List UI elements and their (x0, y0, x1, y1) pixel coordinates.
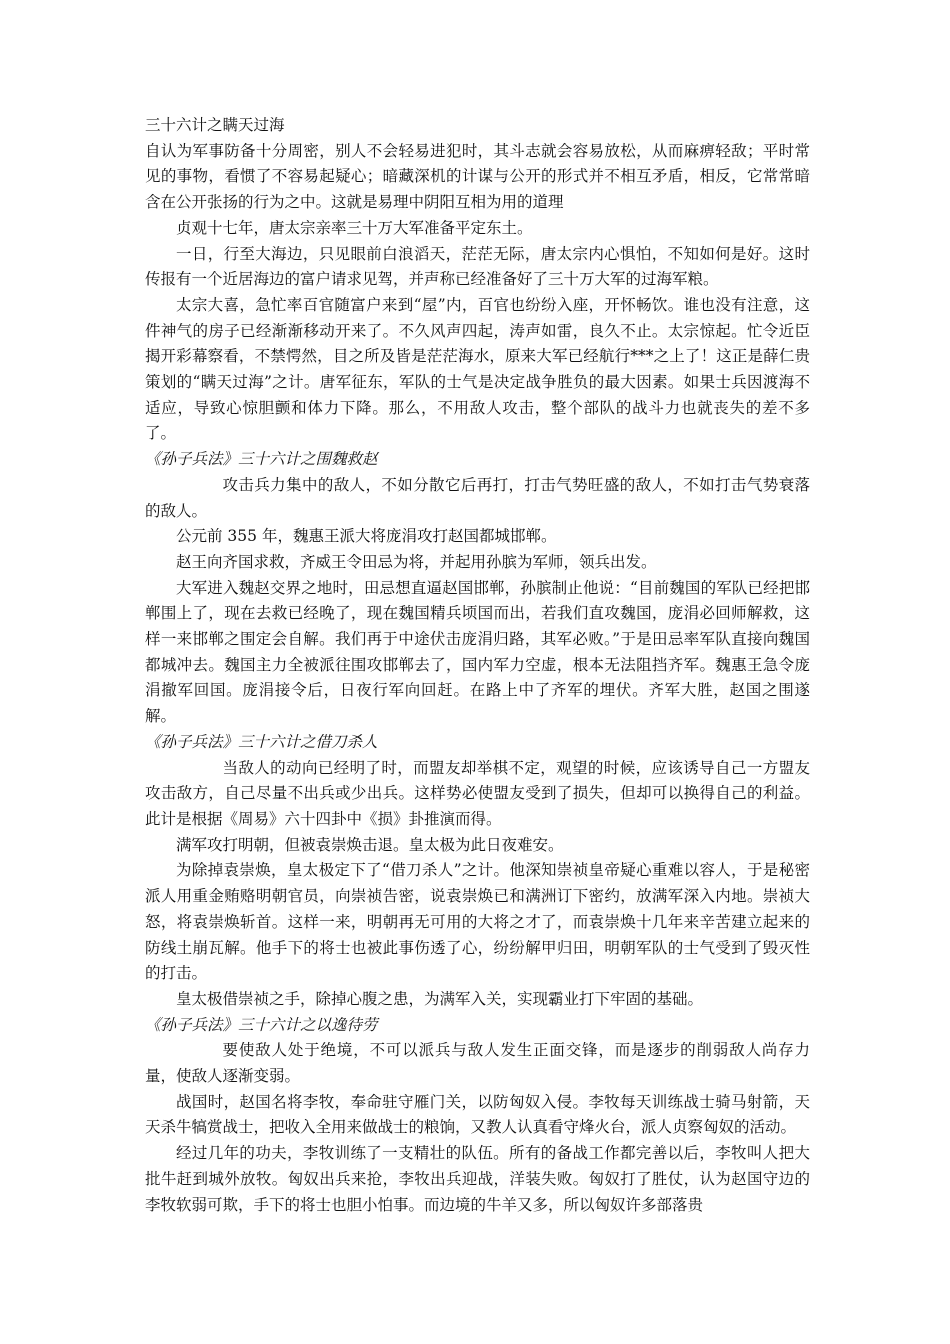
section-heading-1: 三十六计之瞒天过海 (145, 116, 285, 134)
paragraph: 要使敌人处于绝境，不可以派兵与敌人发生正面交锋，而是逐步的削弱敌人尚存力量，使敌人逐渐变弱。 (145, 1041, 810, 1086)
paragraph: 贞观十七年，唐太宗亲率三十万大军准备平定东土。 (176, 218, 533, 237)
section-heading-3: 《孙子兵法》三十六计之借刀杀人 (145, 732, 378, 751)
paragraph: 公元前 355 年，魏惠王派大将庞涓攻打赵国都城邯郸。 (176, 527, 557, 546)
paragraph: 皇太极借崇祯之手，除掉心腹之患，为满军入关，实现霸业打下牢固的基础。 (176, 989, 704, 1008)
paragraph: 经过几年的功夫，李牧训练了一支精壮的队伍。所有的备战工作都完善以后，李牧叫人把大批牛赶到城外放牧。匈奴出兵来抢，李牧出兵迎战，洋装失败。匈奴打了胜仗，认为赵国守边的李牧软弱可欺，手下的将士也胆小怕事。而边境的牛羊又多，所以匈奴许多部落贵 (145, 1144, 810, 1214)
paragraph: 当敌人的动向已经明了时，而盟友却举棋不定，观望的时候，应该诱导自己一方盟友攻击敌方，自己尽量不出兵或少出兵。这样势必使盟友受到了损失，但却可以换得自己的利益。此计是根据《周易》六十四卦中《损》卦推演而得。 (145, 758, 810, 828)
paragraph: 满军攻打明朝，但被袁崇焕击退。皇太极为此日夜难安。 (176, 835, 564, 854)
section-heading-2: 《孙子兵法》三十六计之围魏救赵 (145, 450, 378, 469)
section-heading-4: 《孙子兵法》三十六计之以逸待劳 (145, 1015, 378, 1034)
document-page (145, 113, 810, 1218)
paragraph: 为除掉袁崇焕，皇太极定下了“借刀杀人”之计。他深知崇祯皇帝疑心重难以容人，于是秘密派人用重金贿赂明朝官员，向崇祯告密，说袁崇焕已和满洲订下密约，放满军深入内地。崇祯大怒，将袁崇焕斩首。这样一来，明朝再无可用的大将之才了，而袁崇焕十几年来辛苦建立起来的防线土崩瓦解。他手下的将士也被此事伤透了心，纷纷解甲归田，明朝军队的士气受到了毁灭性的打击。 (145, 861, 810, 983)
paragraph: 太宗大喜，急忙率百官随富户来到“屋”内，百官也纷纷入座，开怀畅饮。谁也没有注意，这件神气的房子已经渐渐移动开来了。不久风声四起，涛声如雷，良久不止。太宗惊起。忙令近臣揭开彩幕察看，不禁愕然，目之所及皆是茫茫海水，原来大军已经航行***之上了！这正是薛仁贵策划的“瞒天过海”之计。唐军征东，军队的士气是决定战争胜负的最大因素。如果士兵因渡海不适应，导致心惊胆颤和体力下降。那么，不用敌人攻击，整个部队的战斗力也就丧失的差不多了。 (145, 295, 810, 443)
paragraph: 攻击兵力集中的敌人，不如分散它后再打，打击气势旺盛的敌人，不如打击气势衰落的敌人。 (145, 475, 810, 520)
paragraph: 一日，行至大海边，只见眼前白浪滔天，茫茫无际，唐太宗内心惧怕，不知如何是好。这时传报有一个近居海边的富户请求见驾，并声称已经准备好了三十万大军的过海军粮。 (145, 244, 810, 289)
paragraph: 大军进入魏赵交界之地时，田忌想直逼赵国邯郸，孙膑制止他说：“目前魏国的军队已经把邯郸围上了，现在去救已经晚了，现在魏国精兵顷国而出，若我们直攻魏国，庞涓必回师解救，这样一来邯郸之围定会自解。我们再于中途伏击庞涓归路，其军必败。”于是田忌率军队直接向魏国都城冲去。魏国主力全被派往围攻邯郸去了，国内军力空虚，根本无法阻挡齐军。魏惠王急令庞涓撤军回国。庞涓接令后，日夜行军向回赶。在路上中了齐军的埋伏。齐军大胜，赵国之围遂解。 (145, 578, 810, 726)
paragraph: 赵王向齐国求救，齐威王令田忌为将，并起用孙膑为军师，领兵出发。 (176, 552, 657, 571)
paragraph: 战国时，赵国名将李牧，奉命驻守雁门关，以防匈奴入侵。李牧每天训练战士骑马射箭，天天杀牛犒赏战士，把收入全用来做战士的粮饷，又教人认真看守烽火台，派人贞察匈奴的活动。 (145, 1092, 810, 1137)
paragraph: 自认为军事防备十分周密，别人不会轻易进犯时，其斗志就会容易放松，从而麻痹轻敌；平时常见的事物，看惯了不容易起疑心；暗藏深机的计谋与公开的形式并不相互矛盾，相反，它常常暗含在公开张扬的行为之中。这就是易理中阴阳互相为用的道理 (145, 141, 810, 212)
